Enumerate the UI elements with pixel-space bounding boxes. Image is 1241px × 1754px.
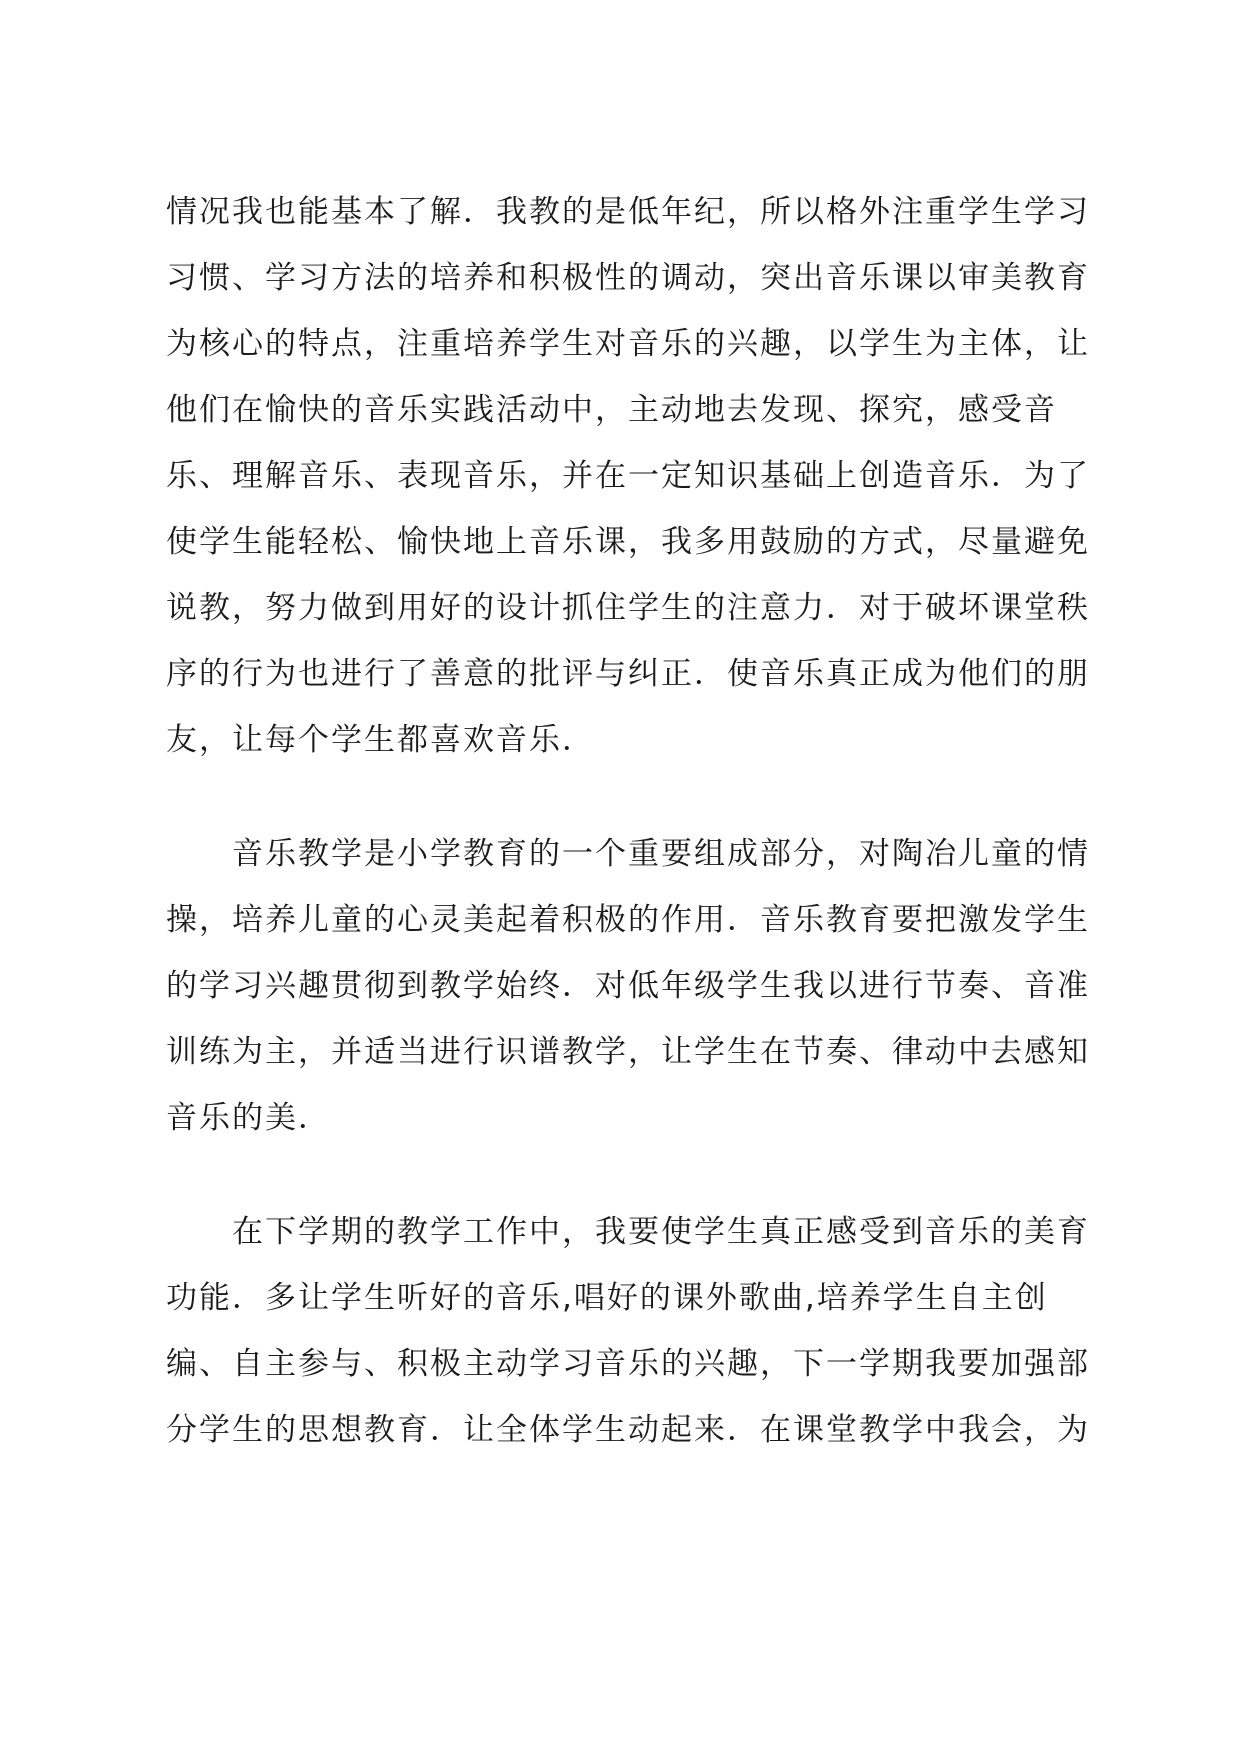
text-line: 功能．多让学生听好的音乐,唱好的课外歌曲,培养学生自主创: [166, 1280, 1048, 1316]
text-line: 音乐的美．: [166, 1100, 331, 1136]
paragraph-1: [166, 190, 1096, 762]
text-line: 乐、理解音乐、表现音乐，并在一定知识基础上创造音乐．为了: [166, 458, 1090, 494]
text-line: 的学习兴趣贯彻到教学始终．对低年级学生我以进行节奏、音准: [166, 968, 1090, 1004]
text-line: 使学生能轻松、愉快地上音乐课，我多用鼓励的方式，尽量避免: [166, 524, 1090, 560]
text-line: 说教，努力做到用好的设计抓住学生的注意力．对于破坏课堂秩: [166, 590, 1090, 626]
text-line: 训练为主，并适当进行识谱教学，让学生在节奏、律动中去感知: [166, 1034, 1090, 1070]
text-line: 音乐教学是小学教育的一个重要组成部分，对陶冶儿童的情: [232, 836, 1090, 872]
paragraph-2: [166, 832, 1096, 1140]
text-line: 编、自主参与、积极主动学习音乐的兴趣，下一学期我要加强部: [166, 1346, 1090, 1382]
text-line: 分学生的思想教育．让全体学生动起来．在课堂教学中我会，为: [166, 1412, 1090, 1448]
paragraph-3: [166, 1210, 1096, 1452]
text-line: 习惯、学习方法的培养和积极性的调动，突出音乐课以审美教育: [166, 260, 1090, 296]
text-line: 友，让每个学生都喜欢音乐．: [166, 722, 595, 758]
text-line: 他们在愉快的音乐实践活动中，主动地去发现、探究，感受音: [166, 392, 1057, 428]
text-line: 为核心的特点，注重培养学生对音乐的兴趣，以学生为主体，让: [166, 326, 1090, 362]
text-line: 在下学期的教学工作中，我要使学生真正感受到音乐的美育: [232, 1214, 1090, 1250]
text-line: 序的行为也进行了善意的批评与纠正．使音乐真正成为他们的朋: [166, 656, 1090, 692]
document-body: [166, 190, 1096, 1522]
text-line: 情况我也能基本了解．我教的是低年纪，所以格外注重学生学习: [166, 194, 1090, 230]
text-line: 操，培养儿童的心灵美起着积极的作用．音乐教育要把激发学生: [166, 902, 1090, 938]
